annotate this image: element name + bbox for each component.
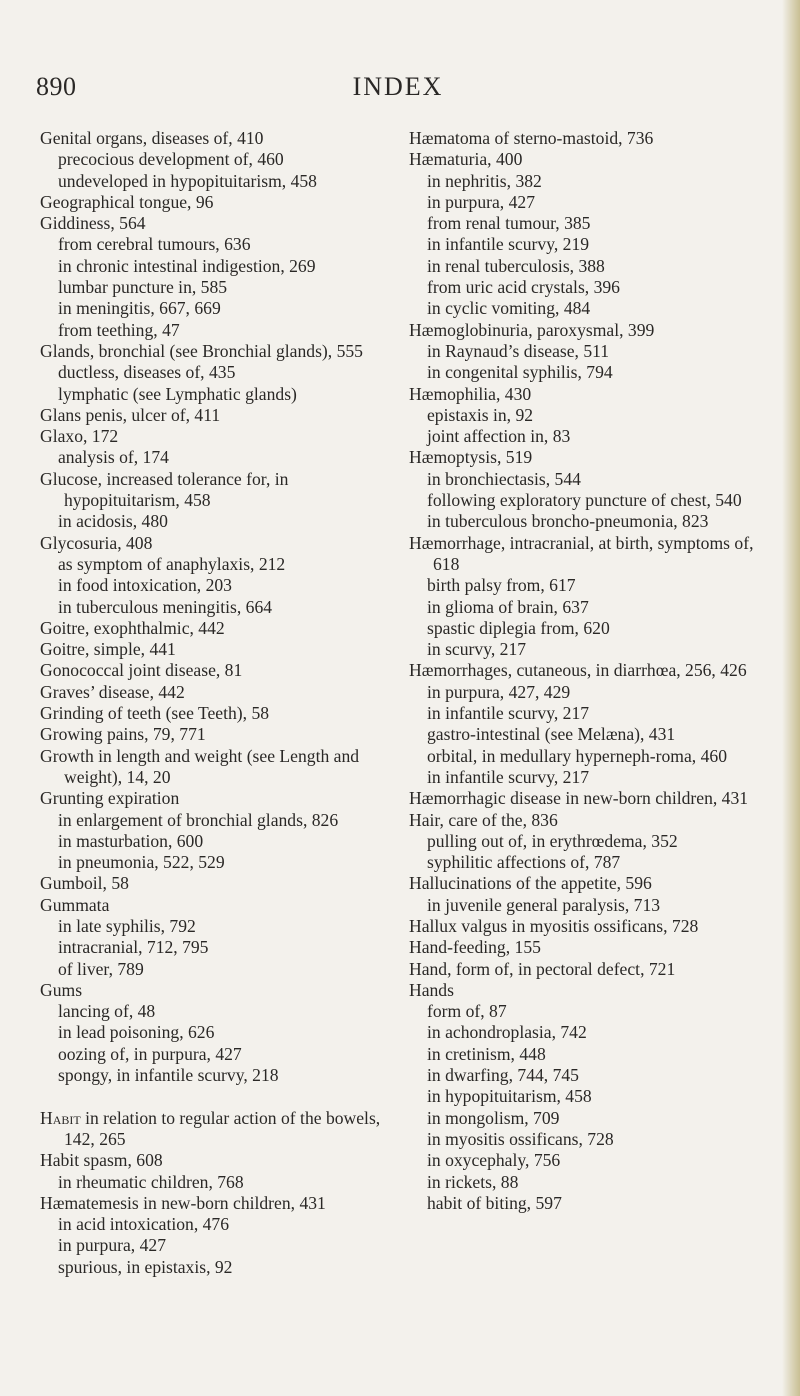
index-subentry: following exploratory puncture of chest, 540 bbox=[427, 490, 742, 511]
index-subentry: in dwarfing, 744, 745 bbox=[427, 1065, 579, 1086]
index-subentry: precocious development of, 460 bbox=[58, 149, 284, 170]
index-subentry: from teething, 47 bbox=[58, 319, 180, 340]
running-head: INDEX bbox=[352, 72, 444, 101]
index-entry: Gonococcal joint disease, 81 bbox=[40, 660, 243, 681]
index-subentry: oozing of, in purpura, 427 bbox=[58, 1043, 242, 1064]
index-subentry: syphilitic affections of, 787 bbox=[427, 852, 621, 873]
index-entry: Glucose, increased tolerance for, in hypopituitarism, 458 bbox=[40, 468, 289, 511]
index-entry: Goitre, exophthalmic, 442 bbox=[40, 617, 225, 638]
index-subentry: in masturbation, 600 bbox=[58, 830, 204, 851]
index-subentry: in myositis ossificans, 728 bbox=[427, 1128, 614, 1149]
index-entry: Hæmoptysis, 519 bbox=[409, 447, 533, 468]
index-entry: Hand, form of, in pectoral defect, 721 bbox=[409, 958, 676, 979]
index-subentry: in cyclic vomiting, 484 bbox=[427, 298, 591, 319]
index-entry: Hæmatemesis in new-born children, 431 bbox=[40, 1192, 326, 1213]
index-subentry: in acid intoxication, 476 bbox=[58, 1214, 230, 1235]
index-subentry: spongy, in infantile scurvy, 218 bbox=[58, 1065, 279, 1086]
index-subentry: in bronchiectasis, 544 bbox=[427, 468, 581, 489]
index-subentry: joint affection in, 83 bbox=[427, 426, 571, 447]
index-subentry: in chronic intestinal indigestion, 269 bbox=[58, 255, 316, 276]
index-entry: Glans penis, ulcer of, 411 bbox=[40, 404, 221, 425]
index-subentry: ductless, diseases of, 435 bbox=[58, 362, 236, 383]
index-subentry: in rickets, 88 bbox=[427, 1171, 519, 1192]
index-entry: Gumboil, 58 bbox=[40, 873, 129, 894]
index-entry: Geographical tongue, 96 bbox=[40, 191, 214, 212]
section-gap bbox=[40, 1086, 396, 1107]
index-subentry: epistaxis in, 92 bbox=[427, 404, 534, 425]
index-subentry: in scurvy, 217 bbox=[427, 639, 527, 660]
index-entry: Hæmatoma of sterno-mastoid, 736 bbox=[409, 128, 654, 148]
index-subentry: form of, 87 bbox=[427, 1001, 507, 1022]
index-subentry: in infantile scurvy, 217 bbox=[427, 766, 590, 787]
index-subentry: lumbar puncture in, 585 bbox=[58, 277, 228, 298]
index-subentry: spurious, in epistaxis, 92 bbox=[58, 1256, 233, 1277]
index-subentry: as symptom of anaphylaxis, 212 bbox=[58, 553, 286, 574]
index-subentry: in Raynaud’s disease, 511 bbox=[427, 340, 610, 361]
index-entry: Hallux valgus in myositis ossificans, 728 bbox=[409, 915, 699, 936]
index-entry: Hæmaturia, 400 bbox=[409, 149, 523, 170]
index-subentry: in cretinism, 448 bbox=[427, 1043, 546, 1064]
index-subentry: in purpura, 427 bbox=[427, 191, 535, 212]
index-subentry: in renal tuberculosis, 388 bbox=[427, 255, 605, 276]
index-subentry: from cerebral tumours, 636 bbox=[58, 234, 251, 255]
index-entry: Grunting expiration bbox=[40, 788, 180, 809]
index-subentry: in hypopituitarism, 458 bbox=[427, 1086, 592, 1107]
index-entry: Glycosuria, 408 bbox=[40, 532, 153, 553]
index-subentry: in nephritis, 382 bbox=[427, 170, 542, 191]
index-subentry: in infantile scurvy, 219 bbox=[427, 234, 590, 255]
index-column-right bbox=[409, 128, 771, 1214]
index-entry: Growth in length and weight (see Length and weight), 14, 20 bbox=[40, 745, 360, 787]
index-entry: Habit in relation to regular action of the bowels, 142, 265 bbox=[40, 1107, 381, 1149]
index-entry: Hæmorrhagic disease in new-born children, 431 bbox=[409, 788, 749, 809]
index-subentry: orbital, in medullary hyperneph-roma, 460 bbox=[427, 745, 727, 766]
index-subentry: pulling out of, in erythrœdema, 352 bbox=[427, 830, 678, 851]
index-entry: Genital organs, diseases of, 410 bbox=[40, 128, 264, 148]
index-subentry: in purpura, 427, 429 bbox=[427, 681, 571, 702]
index-subentry: habit of biting, 597 bbox=[427, 1192, 562, 1213]
index-entry: Gums bbox=[40, 979, 83, 1000]
index-subentry: of liver, 789 bbox=[58, 958, 144, 979]
index-subentry: in late syphilis, 792 bbox=[58, 915, 196, 936]
index-entry: Gummata bbox=[40, 894, 110, 915]
index-subentry: in juvenile general paralysis, 713 bbox=[427, 894, 661, 915]
index-subentry: from renal tumour, 385 bbox=[427, 213, 591, 234]
index-entry: Giddiness, 564 bbox=[40, 213, 146, 234]
index-subentry: from uric acid crystals, 396 bbox=[427, 277, 620, 298]
index-entry: Hæmorrhages, cutaneous, in diarrhœa, 256, 426 bbox=[409, 660, 747, 681]
index-subentry: in tuberculous meningitis, 664 bbox=[58, 596, 273, 617]
index-entry: Glaxo, 172 bbox=[40, 426, 119, 447]
index-subentry: in infantile scurvy, 217 bbox=[427, 703, 590, 724]
index-entry: Hallucinations of the appetite, 596 bbox=[409, 873, 652, 894]
index-subentry: in congenital syphilis, 794 bbox=[427, 362, 613, 383]
index-subentry: undeveloped in hypopituitarism, 458 bbox=[58, 170, 317, 191]
index-subentry: lancing of, 48 bbox=[58, 1001, 156, 1022]
index-subentry: gastro-intestinal (see Melæna), 431 bbox=[427, 724, 676, 745]
index-subentry: in lead poisoning, 626 bbox=[58, 1022, 215, 1043]
index-subentry: in pneumonia, 522, 529 bbox=[58, 852, 225, 873]
index-subentry: in rheumatic children, 768 bbox=[58, 1171, 244, 1192]
index-subentry: intracranial, 712, 795 bbox=[58, 937, 209, 958]
index-subentry: in tuberculous broncho-pneumonia, 823 bbox=[427, 511, 709, 532]
index-entry: Hæmoglobinuria, paroxysmal, 399 bbox=[409, 319, 655, 340]
index-entry: Hands bbox=[409, 979, 454, 1000]
index-entry: Graves’ disease, 442 bbox=[40, 681, 185, 702]
index-subentry: in mongolism, 709 bbox=[427, 1107, 560, 1128]
index-subentry: in enlargement of bronchial glands, 826 bbox=[58, 809, 339, 830]
index-entry: Goitre, simple, 441 bbox=[40, 639, 176, 660]
index-subentry: analysis of, 174 bbox=[58, 447, 169, 468]
index-subentry: in acidosis, 480 bbox=[58, 511, 168, 532]
index-entry: Hæmophilia, 430 bbox=[409, 383, 532, 404]
index-column-left bbox=[40, 128, 396, 1278]
index-entry: Growing pains, 79, 771 bbox=[40, 724, 206, 745]
index-subentry: in oxycephaly, 756 bbox=[427, 1150, 561, 1171]
index-subentry: in glioma of brain, 637 bbox=[427, 596, 589, 617]
index-subentry: in achondroplasia, 742 bbox=[427, 1022, 587, 1043]
page-number: 890 bbox=[36, 72, 77, 101]
index-entry: Hæmorrhage, intracranial, at birth, symptoms of, 618 bbox=[409, 532, 754, 574]
index-subentry: spastic diplegia from, 620 bbox=[427, 617, 610, 638]
index-subentry: lymphatic (see Lymphatic glands) bbox=[58, 383, 297, 404]
index-entry: Grinding of teeth (see Teeth), 58 bbox=[40, 703, 270, 724]
index-entry: Habit spasm, 608 bbox=[40, 1150, 163, 1171]
index-subentry: in food intoxication, 203 bbox=[58, 575, 232, 596]
index-entry: Glands, bronchial (see Bronchial glands), 555 bbox=[40, 340, 363, 361]
index-subentry: in meningitis, 667, 669 bbox=[58, 298, 221, 319]
page-edge-shadow bbox=[782, 0, 800, 1396]
index-subentry: birth palsy from, 617 bbox=[427, 575, 576, 596]
index-entry: Hair, care of the, 836 bbox=[409, 809, 558, 830]
page-header bbox=[36, 72, 760, 106]
index-subentry: in purpura, 427 bbox=[58, 1235, 166, 1256]
index-entry: Hand-feeding, 155 bbox=[409, 937, 541, 958]
